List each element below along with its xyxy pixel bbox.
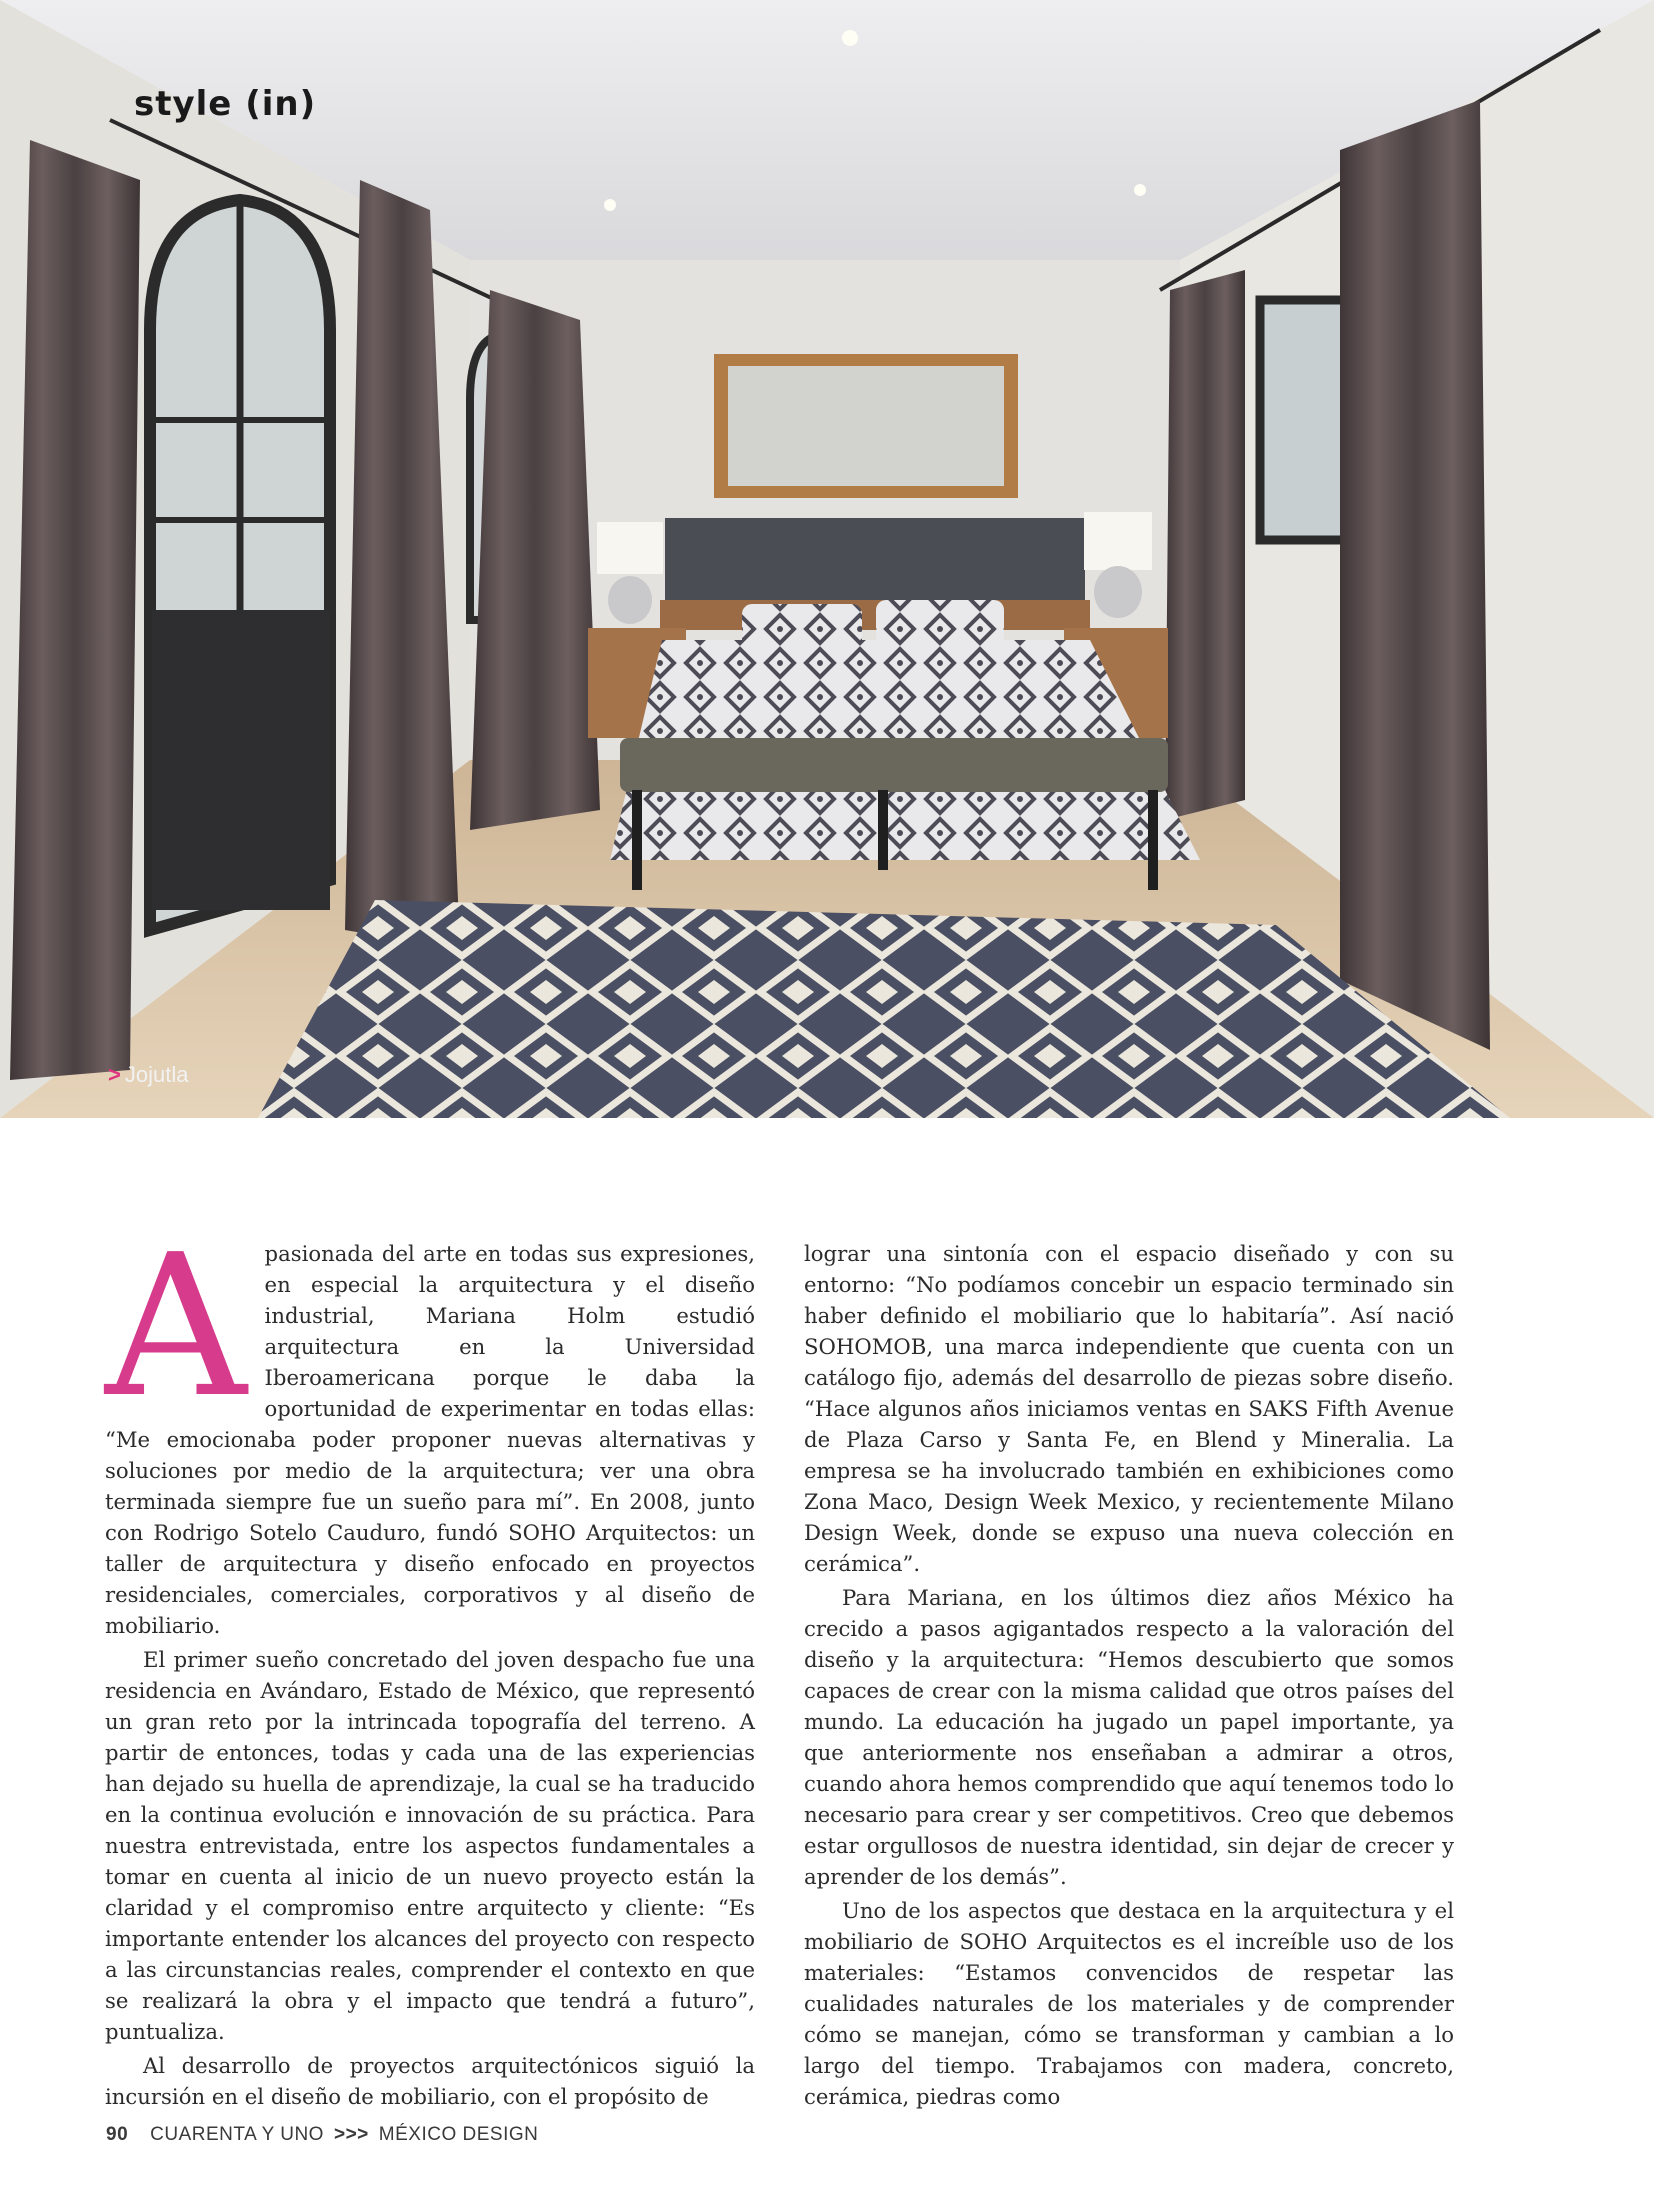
- article-column-right: [804, 1238, 1454, 2112]
- page-number: 90: [106, 2124, 129, 2145]
- paragraph: lograr una sintonía con el espacio diseñado y con su entorno: “No podíamos concebir un espacio terminado sin haber definido el mobiliario que lo habitaría”. Así nació SOHOMOB, una marca independiente que cuenta con un catálogo fijo, además del desarrollo de piezas sobre diseño. “Hace algunos años iniciamos ventas en SAKS Fifth Avenue de Plaza Carso y Santa Fe, en Blend y Mineralia. La empresa se ha involucrado también en exhibiciones como Zona Maco, Design Week Mexico, y recientemente Milano Design Week, donde se expuso una nueva colección en cerámica”.: [804, 1241, 1454, 1576]
- magazine-name: CUARENTA Y UNO: [150, 2124, 324, 2145]
- caption-text: Jojutla: [124, 1062, 189, 1087]
- paragraph: El primer sueño concretado del joven despacho fue una residencia en Avándaro, Estado de México, que representó un gran reto por la intrincada topografía del terreno. A partir de entonces, todas y cada una de las experiencias han dejado su huella de aprendizaje, la cual se ha traducido en la continua evolución e innovación de su práctica. Para nuestra entrevistada, entre los aspectos fundamentales a tomar en cuenta al inicio de un nuevo proyecto están la claridad y el compromiso entre arquitecto y cliente: “Es importante entender los alcances del proyecto con respecto a las circunstancias reales, comprender el contexto en que se realizará la obra y el impacto que tendrá a futuro”, puntualiza.: [105, 1647, 755, 2044]
- section-name: MÉXICO DESIGN: [378, 2124, 539, 2145]
- paragraph-text: pasionada del arte en todas sus expresiones, en especial la arquitectura y el diseño industrial, Mariana Holm estudió arquitectura en la Universidad Iberoamericana porque le daba la oportunidad de experimentar en todas ellas: “Me emocionaba poder proponer nuevas alternativas y soluciones por medio de la arquitectura; ver una obra terminada siempre fue un sueño para mí”. En 2008, junto con Rodrigo Sotelo Cauduro, fundó SOHO Arquitectos: un taller de arquitectura y diseño enfocado en proyectos residenciales, comerciales, corporativos y al diseño de mobiliario.: [105, 1241, 755, 1638]
- paragraph: Para Mariana, en los últimos diez años México ha crecido a pasos agigantados respecto a la valoración del diseño y la arquitectura: “Hemos descubierto que somos capaces de crear con la misma calidad que otros países del mundo. La educación ha jugado un papel importante, ya que anteriormente nos enseñaban a admirar a otros, cuando ahora hemos comprendido que aquí tenemos todo lo necesario para crear y ser competitivos. Creo que debemos estar orgullosos de nuestra identidad, sin dejar de crecer y aprender de los demás”.: [804, 1585, 1454, 1889]
- paragraph: Uno de los aspectos que destaca en la arquitectura y el mobiliario de SOHO Arquitectos es el increíble uso de los materiales: “Estamos convencidos de respetar las cualidades naturales de los materiales y de comprender cómo se manejan, cómo se transforman y cambian a lo largo del tiempo. Trabajamos con madera, concreto, cerámica, piedras como: [804, 1898, 1454, 2109]
- paragraph: [105, 1213, 755, 1641]
- footer-separator: >>>: [333, 2124, 369, 2145]
- section-tag: style (in): [134, 84, 317, 124]
- photo-caption: [108, 1062, 188, 1088]
- paragraph: Al desarrollo de proyectos arquitectónicos siguió la incursión en el diseño de mobiliario, con el propósito de: [105, 2053, 755, 2109]
- caption-chevron-icon: >: [108, 1062, 121, 1087]
- page-footer: [106, 2124, 538, 2146]
- article-column-left: [105, 1213, 755, 2112]
- drop-cap: A: [105, 1213, 247, 1441]
